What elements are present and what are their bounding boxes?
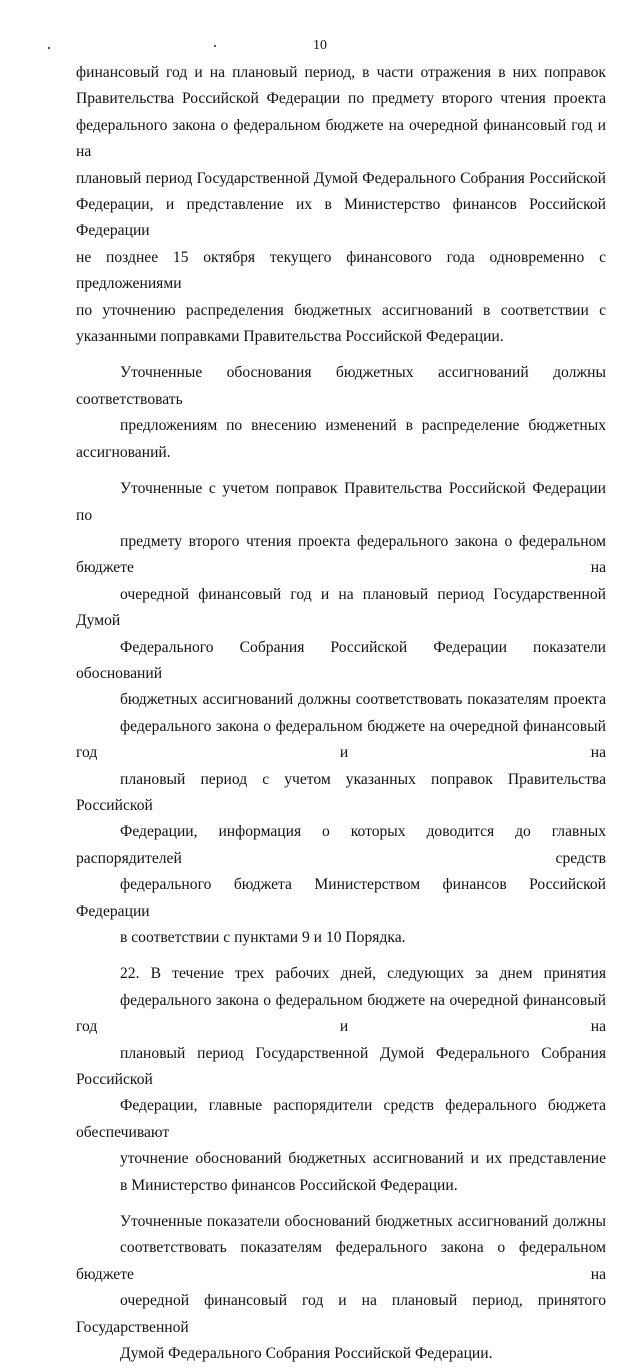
text-line: не позднее 15 октября текущего финансового года одновременно с предложениями [76, 248, 606, 293]
text-line: Федерации, информация о которых доводится до главных распорядителей средств [76, 823, 606, 867]
text-line: очередной финансовый год и на плановый период Государственной Думой [76, 585, 606, 630]
text-line: в соответствии с пунктами 9 и 10 Порядка. [120, 929, 406, 946]
paragraph [76, 360, 606, 466]
paragraph [76, 476, 606, 951]
text-line: в Министерство финансов Российской Федерации. [120, 1176, 458, 1194]
text-line: плановый период Государственной Думой Федерального Собрания Российской [76, 169, 606, 187]
document-body [76, 60, 606, 1368]
text-line: Федерации, и представление их в Министерство финансов Российской Федерации [76, 196, 606, 240]
scan-speck [48, 47, 50, 49]
page-number: 10 [313, 38, 327, 53]
text-line: предмету второго чтения проекта федерального закона о федеральном бюджете на [76, 532, 606, 577]
text-line: по уточнению распределения бюджетных ассигнований в соответствии с [76, 301, 606, 319]
scan-speck [214, 45, 216, 47]
paragraph [76, 60, 606, 350]
text-line: Федерации, главные распорядители средств федерального бюджета обеспечивают [76, 1097, 606, 1141]
text-line: указанными поправками Правительства Российской Федерации. [76, 328, 504, 346]
text-line: федерального закона о федеральном бюджете на очередной финансовый год и на [76, 116, 606, 161]
text-line: федерального закона о федеральном бюджете на очередной финансовый год и на [76, 717, 606, 762]
text-line: Уточненные обоснования бюджетных ассигнований должны соответствовать [76, 364, 606, 408]
text-line: Уточненные показатели обоснований бюджетных ассигнований должны [120, 1213, 606, 1231]
text-line: федерального закона о федеральном бюджете на очередной финансовый год и на [76, 991, 606, 1036]
text-line: уточнение обоснований бюджетных ассигнований и их представление [120, 1150, 606, 1168]
text-line: плановый период с учетом указанных поправок Правительства Российской [76, 770, 606, 814]
paragraph [76, 1209, 606, 1367]
text-line: Правительства Российской Федерации по предмету второго чтения проекта [76, 90, 606, 108]
text-line: Уточненные с учетом поправок Правительства Российской Федерации по [76, 480, 606, 524]
text-line: предложениям по внесению изменений в распределение бюджетных ассигнований. [76, 417, 606, 461]
text-line: Думой Федерального Собрания Российской Федерации. [120, 1345, 493, 1363]
paragraph [76, 961, 606, 1199]
text-line: плановый период Государственной Думой Федерального Собрания Российской [76, 1044, 606, 1089]
text-line: бюджетных ассигнований должны соответствовать показателям проекта [120, 691, 606, 709]
text-line: федерального бюджета Министерством финансов Российской Федерации [76, 876, 606, 920]
text-line: соответствовать показателям федерального закона о федеральном бюджете на [76, 1239, 606, 1283]
text-line: 22. В течение трех рабочих дней, следующих за днем принятия [120, 965, 606, 983]
text-line: очередной финансовый год и на плановый период, принятого Государственной [76, 1292, 606, 1336]
text-line: Федерального Собрания Российской Федерации показатели обоснований [76, 638, 606, 682]
text-line: финансовый год и на плановый период, в части отражения в них поправок [76, 64, 606, 81]
